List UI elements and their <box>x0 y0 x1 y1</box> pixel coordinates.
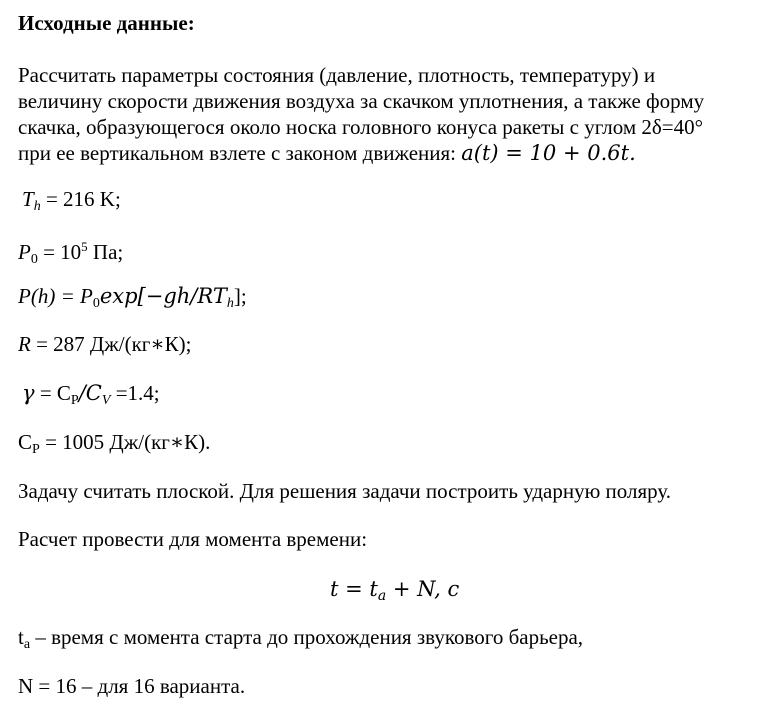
exp-expression: exp[−gh/RT <box>99 284 227 308</box>
expression-close: ]; <box>233 284 247 308</box>
subscript-P: P <box>70 393 79 408</box>
symbol-T: T <box>22 187 34 211</box>
symbol-P: P <box>80 284 93 308</box>
time-formula <box>330 576 459 609</box>
subscript-h: h <box>226 296 234 311</box>
section-heading: Исходные данные: <box>18 11 195 35</box>
gas-constant-value: = 287 Дж/(кг∗К); <box>30 332 192 356</box>
task-flat-note: Задачу считать плоской. Для решения задачи построить ударную поляру. <box>18 479 671 503</box>
calc-moment-note: Расчет провести для момента времени: <box>18 527 368 551</box>
time-formula-lhs: t = t <box>330 577 378 601</box>
intro-line-4-text: при ее вертикальном взлете с законом движения: <box>18 141 462 165</box>
pressure-function-lhs: P(h) = <box>18 284 80 308</box>
heat-capacity-value: = 1005 Дж/(кг∗К). <box>39 430 211 454</box>
time-formula-rest: + N, c <box>386 577 460 601</box>
subscript-0: 0 <box>30 252 38 267</box>
pressure-unit: Па; <box>87 240 124 264</box>
n-definition: N = 16 – для 16 варианта. <box>18 674 246 698</box>
intro-line-2: величину скорости движения воздуха за скачком уплотнения, а также форму <box>18 89 705 113</box>
symbol-gamma: γ <box>22 381 35 405</box>
intro-line-4 <box>18 140 636 166</box>
subscript-V: V <box>101 393 111 408</box>
gamma-eq: = C <box>34 381 71 405</box>
gamma-divisor: /C <box>78 381 102 405</box>
symbol-t: t <box>18 625 24 649</box>
param-pressure-p0 <box>18 234 123 273</box>
pressure-base: = 10 <box>37 240 82 264</box>
motion-law-formula: a(t) = 10 + 0.6t. <box>461 141 636 165</box>
symbol-R: R <box>18 332 31 356</box>
param-temperature <box>22 186 121 220</box>
symbol-P: P <box>18 240 31 264</box>
temperature-value: = 216 K; <box>40 187 121 211</box>
param-gas-constant <box>18 331 192 357</box>
param-heat-capacity <box>18 429 210 463</box>
pressure-exponent: 5 <box>81 239 88 254</box>
ta-definition <box>18 624 583 658</box>
subscript-a: a <box>377 588 387 604</box>
subscript-P: P <box>32 442 40 457</box>
subscript-0: 0 <box>92 296 100 311</box>
param-pressure-h <box>18 283 247 317</box>
intro-line-3: скачка, образующегося около носка головного конуса ракеты с углом 2δ=40° <box>18 115 704 139</box>
subscript-h: h <box>33 199 41 214</box>
subscript-a: a <box>23 637 31 652</box>
intro-line-1: Рассчитать параметры состояния (давление, плотность, температуру) и <box>18 63 656 87</box>
symbol-C: C <box>18 430 33 454</box>
ta-definition-text: – время с момента старта до прохождения звукового барьера, <box>30 625 584 649</box>
gamma-value: =1.4; <box>110 381 160 405</box>
param-gamma <box>22 380 160 414</box>
